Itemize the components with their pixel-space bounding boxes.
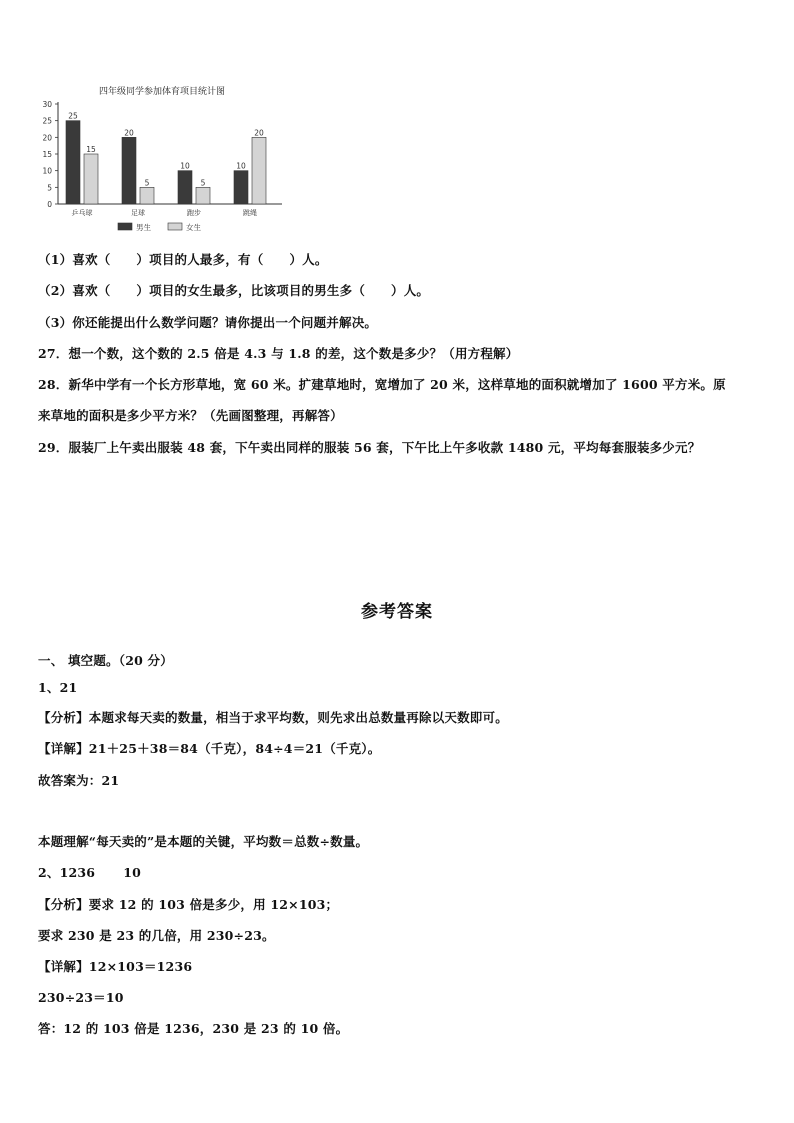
bar-男生-足球 — [122, 137, 136, 204]
answer-1-final: 故答案为：21 — [38, 773, 120, 788]
q1-part-c: ）人。 — [289, 252, 328, 267]
x-tick-label: 跳绳 — [243, 209, 257, 217]
legend-swatch-男生 — [118, 223, 132, 230]
bar-data-label: 10 — [236, 161, 246, 171]
bar-data-label: 5 — [200, 178, 206, 188]
q2-num: （2） — [38, 283, 73, 298]
q2-part-c: ）人。 — [391, 283, 430, 298]
q2-part-b: ）项目的女生最多，比该项目的男生多（ — [136, 283, 366, 298]
y-tick-label: 25 — [42, 116, 52, 126]
answer-2-first: 2、1236 — [38, 865, 96, 880]
y-tick-label: 0 — [47, 200, 52, 209]
answer-2-analysis-1: 【分析】要求 12 的 103 倍是多少，用 12×103； — [38, 897, 339, 912]
x-tick-label: 乒乓球 — [71, 209, 93, 217]
question-3: （3）你还能提出什么数学问题？请你提出一个问题并解决。 — [38, 315, 378, 330]
bar-女生-跳绳 — [252, 137, 266, 204]
bar-女生-足球 — [140, 187, 154, 204]
bar-男生-跑步 — [178, 171, 192, 204]
answer-1-detail: 【详解】21＋25＋38＝84（千克），84÷4＝21（千克）。 — [38, 741, 381, 756]
answer-1-analysis: 【分析】本题求每天卖的数量，相当于求平均数，则先求出总数量再除以天数即可。 — [38, 710, 508, 725]
bar-data-label: 15 — [86, 145, 96, 154]
y-tick-label: 20 — [42, 133, 52, 143]
chart-svg — [30, 80, 290, 240]
bar-chart — [30, 80, 290, 240]
x-tick-label: 跑步 — [187, 209, 201, 217]
answers-title: 参考答案 — [361, 602, 433, 622]
legend-swatch-女生 — [168, 223, 182, 230]
x-tick-label: 足球 — [131, 209, 145, 217]
q1-num: （1） — [38, 252, 73, 267]
question-27: 27．想一个数，这个数的 2.5 倍是 4.3 与 1.8 的差，这个数是多少？（用方程解） — [38, 346, 519, 361]
q1-part-a: 喜欢（ — [72, 252, 111, 267]
y-tick-label: 5 — [47, 183, 52, 193]
bar-男生-跳绳 — [234, 171, 248, 204]
y-tick-label: 30 — [42, 100, 52, 109]
question-28-line-1: 28．新华中学有一个长方形草地，宽 60 米。扩建草地时，宽增加了 20 米，这样草地的面积就增加了 1600 平方米。原 — [38, 377, 726, 392]
bar-女生-跑步 — [196, 187, 210, 204]
y-tick-label: 15 — [42, 150, 52, 159]
section-1-heading: 一、 填空题。（20 分） — [38, 653, 173, 668]
y-tick-label: 10 — [42, 166, 52, 176]
answer-2-analysis-2: 要求 230 是 23 的几倍，用 230÷23。 — [38, 928, 275, 943]
answer-2-number — [38, 863, 141, 881]
legend-label-男生: 男生 — [136, 223, 151, 232]
bar-data-label: 10 — [180, 161, 190, 171]
question-28-line-2: 来草地的面积是多少平方米？（先画图整理，再解答） — [38, 408, 343, 423]
question-1 — [38, 250, 328, 268]
answer-1-note: 本题理解“每天卖的”是本题的关键，平均数＝总数÷数量。 — [38, 834, 369, 849]
question-29: 29．服装厂上午卖出服装 48 套，下午卖出同样的服装 56 套，下午比上午多收款 1480 元，平均每套服装多少元？ — [38, 440, 701, 455]
answer-2-conclusion: 答：12 的 103 倍是 1236，230 是 23 的 10 倍。 — [38, 1021, 349, 1036]
q1-part-b: ）项目的人最多，有（ — [136, 252, 264, 267]
chart-title: 四年级同学参加体育项目统计图 — [98, 87, 226, 97]
q2-part-a: 喜欢（ — [72, 283, 111, 298]
answer-2-second: 10 — [123, 865, 141, 880]
question-2 — [38, 281, 429, 299]
bar-data-label: 20 — [254, 128, 264, 138]
answer-2-detail-2: 230÷23＝10 — [38, 990, 124, 1005]
answer-2-detail-1: 【详解】12×103＝1236 — [38, 959, 193, 974]
bar-男生-乒乓球 — [66, 121, 80, 204]
answer-1-number: 1、21 — [38, 680, 78, 695]
legend-label-女生: 女生 — [186, 223, 201, 232]
bar-data-label: 5 — [144, 178, 150, 188]
bar-女生-乒乓球 — [84, 154, 98, 204]
bar-data-label: 20 — [124, 128, 134, 138]
bar-data-label: 25 — [68, 111, 78, 121]
